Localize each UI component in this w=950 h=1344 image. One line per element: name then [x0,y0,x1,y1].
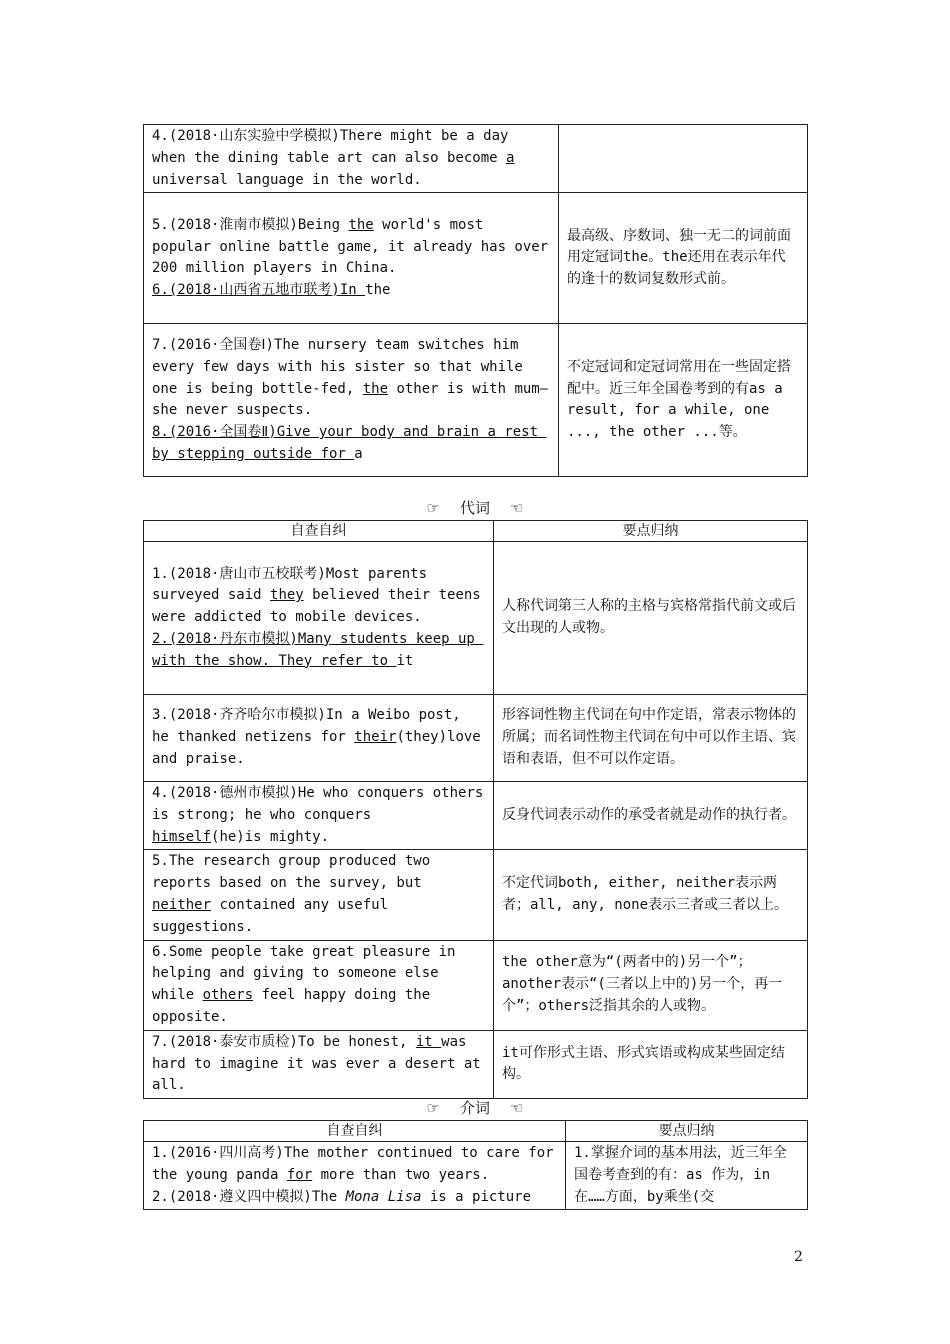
summary-cell: 最高级、序数词、独一无二的词前面用定冠词the。the还用在表示年代的逢十的数词复数形式前。 [559,193,808,324]
table-header-row [144,1121,808,1142]
column-header: 自查自纠 [144,1121,566,1142]
table-row [144,782,808,850]
pronoun-table [143,520,808,1099]
section-title-text: 介词 [459,1099,490,1117]
pointing-hand-icon: ☞ [426,499,440,517]
example-cell: 7.(2018·泰安市质检)To be honest, it was hard to imagine it was ever a desert at all. [144,1030,494,1098]
table-row [144,850,808,940]
example-cell: 6.Some people take great pleasure in helping and giving to someone else while others feel happy doing the opposite. [144,940,494,1030]
column-header: 要点归纳 [494,521,808,542]
table-row [144,940,808,1030]
table-row [144,125,808,193]
table-row [144,1142,808,1210]
pointing-hand-icon: ☜ [510,499,524,517]
table-row [144,193,808,324]
summary-cell: 不定代词both, either, neither表示两者；all, any, none表示三者或三者以上。 [494,850,808,940]
example-cell: 5.(2018·淮南市模拟)Being the world's most popular online battle game, it already has over 200 million players in China. 6.(2018·山西省五地市联考)In the [144,193,559,324]
section-title-pronoun [143,498,807,518]
example-cell: 3.(2018·齐齐哈尔市模拟)In a Weibo post, he thanked netizens for their(they)love and praise. [144,695,494,782]
summary-cell: 1.掌握介词的基本用法，近三年全国卷考查到的有：as 作为，in在……方面，by乘坐(交 [566,1142,808,1210]
example-cell: 4.(2018·德州市模拟)He who conquers others is strong; he who conquers himself(he)is mighty. [144,782,494,850]
pointing-hand-icon: ☜ [510,1099,524,1117]
table-header-row [144,521,808,542]
example-cell: 1.(2018·唐山市五校联考)Most parents surveyed said they believed their teens were addicted to mobile devices. 2.(2018·丹东市模拟)Many students keep up with the show. They refer to it [144,542,494,695]
example-cell: 1.(2016·四川高考)The mother continued to care for the young panda for more than two years. 2.(2018·遵义四中模拟)The Mona Lisa is a picture [144,1142,566,1210]
summary-cell: 不定冠词和定冠词常用在一些固定搭配中。近三年全国卷考到的有as a result, for a while, one ..., the other ...等。 [559,324,808,477]
summary-cell: 反身代词表示动作的承受者就是动作的执行者。 [494,782,808,850]
summary-cell: the other意为“(两者中的)另一个”；another表示“(三者以上中的)另一个，再一个”；others泛指其余的人或物。 [494,940,808,1030]
section-title-text: 代词 [459,499,490,517]
article-table [143,124,808,477]
summary-cell: it可作形式主语、形式宾语或构成某些固定结构。 [494,1030,808,1098]
example-cell: 4.(2018·山东实验中学模拟)There might be a day when the dining table art can also become a universal language in the world. [144,125,559,193]
column-header: 要点归纳 [566,1121,808,1142]
table-row [144,1030,808,1098]
example-cell: 7.(2016·全国卷Ⅰ)The nursery team switches him every few days with his sister so that while one is being bottle-fed, the other is with mum—she never suspects. 8.(2016·全国卷Ⅱ)Give your body and brain a rest by stepping outside for a [144,324,559,477]
page-number: 2 [794,1249,803,1265]
summary-cell [559,125,808,193]
summary-cell: 人称代词第三人称的主格与宾格常指代前文或后文出现的人或物。 [494,542,808,695]
example-cell: 5.The research group produced two reports based on the survey, but neither contained any useful suggestions. [144,850,494,940]
summary-cell: 形容词性物主代词在句中作定语，常表示物体的所属；而名词性物主代词在句中可以作主语、宾语和表语，但不可以作定语。 [494,695,808,782]
section-title-preposition [143,1098,807,1118]
table-row [144,324,808,477]
pointing-hand-icon: ☞ [426,1099,440,1117]
column-header: 自查自纠 [144,521,494,542]
table-row [144,542,808,695]
table-row [144,695,808,782]
preposition-table [143,1120,808,1210]
